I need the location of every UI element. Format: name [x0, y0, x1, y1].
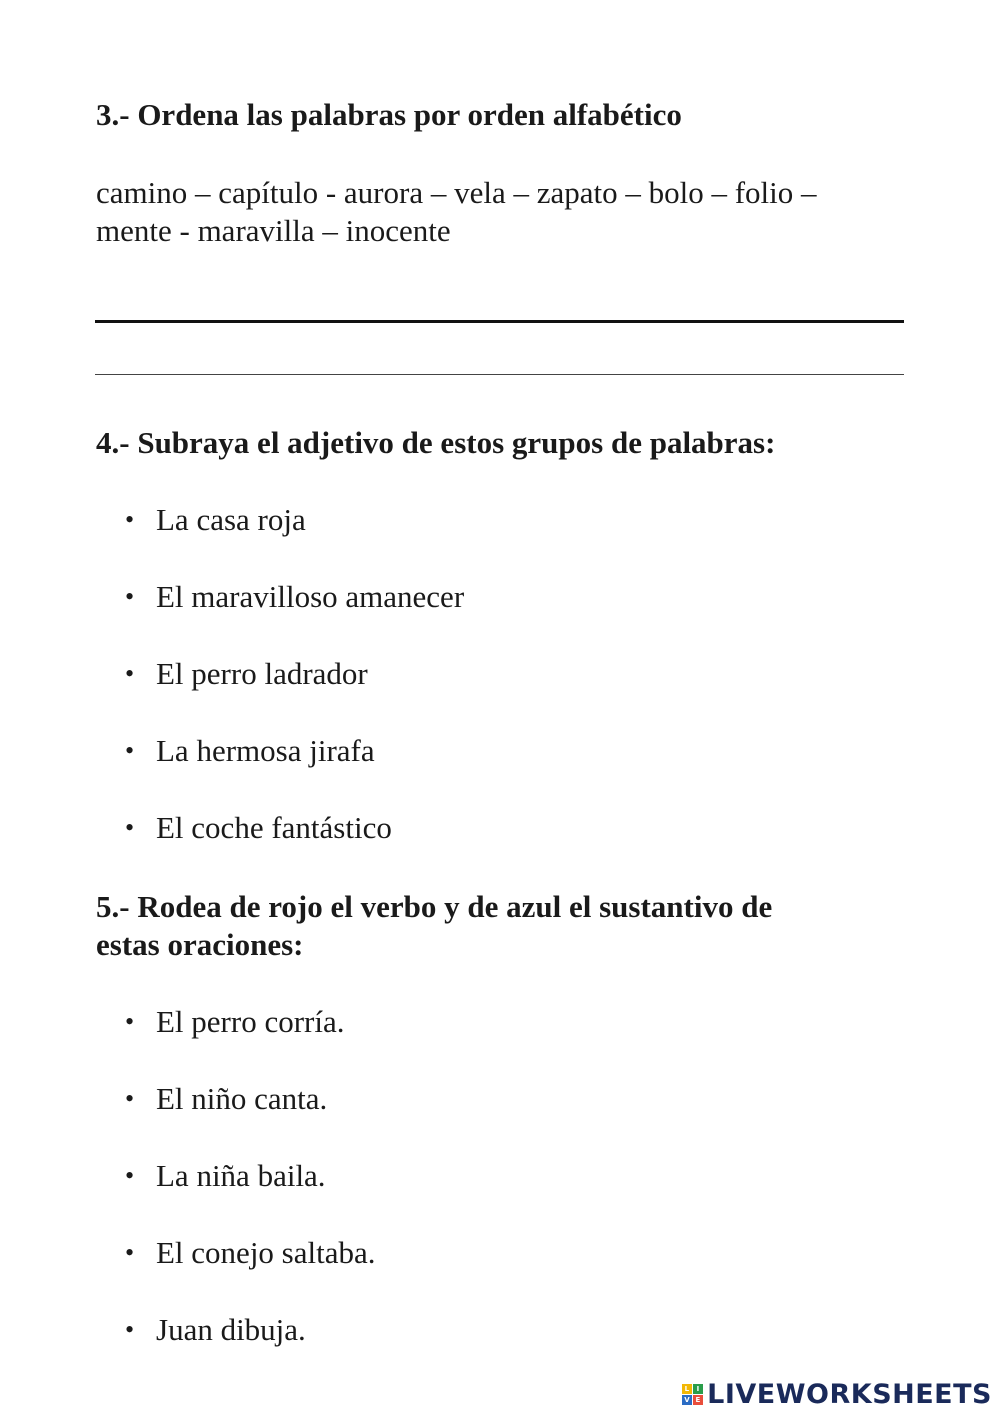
list-item: [125, 655, 368, 693]
word-list-line-2: mente - maravilla – inocente: [96, 213, 451, 248]
list-item: [125, 1080, 327, 1118]
bullet-icon: •: [125, 1084, 135, 1113]
list-item-text: El conejo saltaba.: [156, 1235, 376, 1270]
logo-tile: E: [693, 1395, 703, 1405]
list-item-text: El perro ladrador: [156, 656, 368, 691]
logo-tile: V: [682, 1395, 692, 1405]
bullet-icon: •: [125, 1315, 135, 1344]
list-item-text: El perro corría.: [156, 1004, 345, 1039]
list-item: [125, 501, 306, 539]
liveworksheets-logo-icon: [682, 1384, 703, 1405]
bullet-icon: •: [125, 505, 135, 534]
list-item: [125, 809, 392, 847]
section-5-heading-line-1: 5.- Rodea de rojo el verbo y de azul el sustantivo de: [96, 889, 773, 924]
list-item-text: El niño canta.: [156, 1081, 328, 1116]
bullet-icon: •: [125, 736, 135, 765]
bullet-icon: •: [125, 1007, 135, 1036]
section-4-heading: 4.- Subraya el adjetivo de estos grupos de palabras:: [96, 425, 776, 460]
bullet-icon: •: [125, 659, 135, 688]
list-item: [125, 1234, 376, 1272]
list-item-text: El maravilloso amanecer: [156, 579, 465, 614]
logo-tile: I: [693, 1384, 703, 1394]
watermark-text: LIVEWORKSHEETS: [707, 1378, 992, 1410]
section-5-heading-line-2: estas oraciones:: [96, 927, 304, 962]
word-list-line-1: camino – capítulo - aurora – vela – zapato – bolo – folio –: [96, 175, 817, 210]
list-item-text: Juan dibuja.: [156, 1312, 306, 1347]
bullet-icon: •: [125, 582, 135, 611]
list-item: [125, 578, 464, 616]
section-3-heading: 3.- Ordena las palabras por orden alfabético: [96, 97, 682, 132]
list-item: [125, 1157, 326, 1195]
liveworksheets-watermark: [682, 1379, 992, 1409]
list-item: [125, 1311, 306, 1349]
list-item-text: La casa roja: [156, 502, 306, 537]
list-item-text: La niña baila.: [156, 1158, 326, 1193]
list-item: [125, 732, 375, 770]
logo-tile: L: [682, 1384, 692, 1394]
bullet-icon: •: [125, 1238, 135, 1267]
list-item-text: La hermosa jirafa: [156, 733, 375, 768]
list-item-text: El coche fantástico: [156, 810, 392, 845]
bullet-icon: •: [125, 813, 135, 842]
answer-line-1: [95, 320, 904, 323]
answer-line-2: [95, 374, 904, 375]
bullet-icon: •: [125, 1161, 135, 1190]
list-item: [125, 1003, 344, 1041]
